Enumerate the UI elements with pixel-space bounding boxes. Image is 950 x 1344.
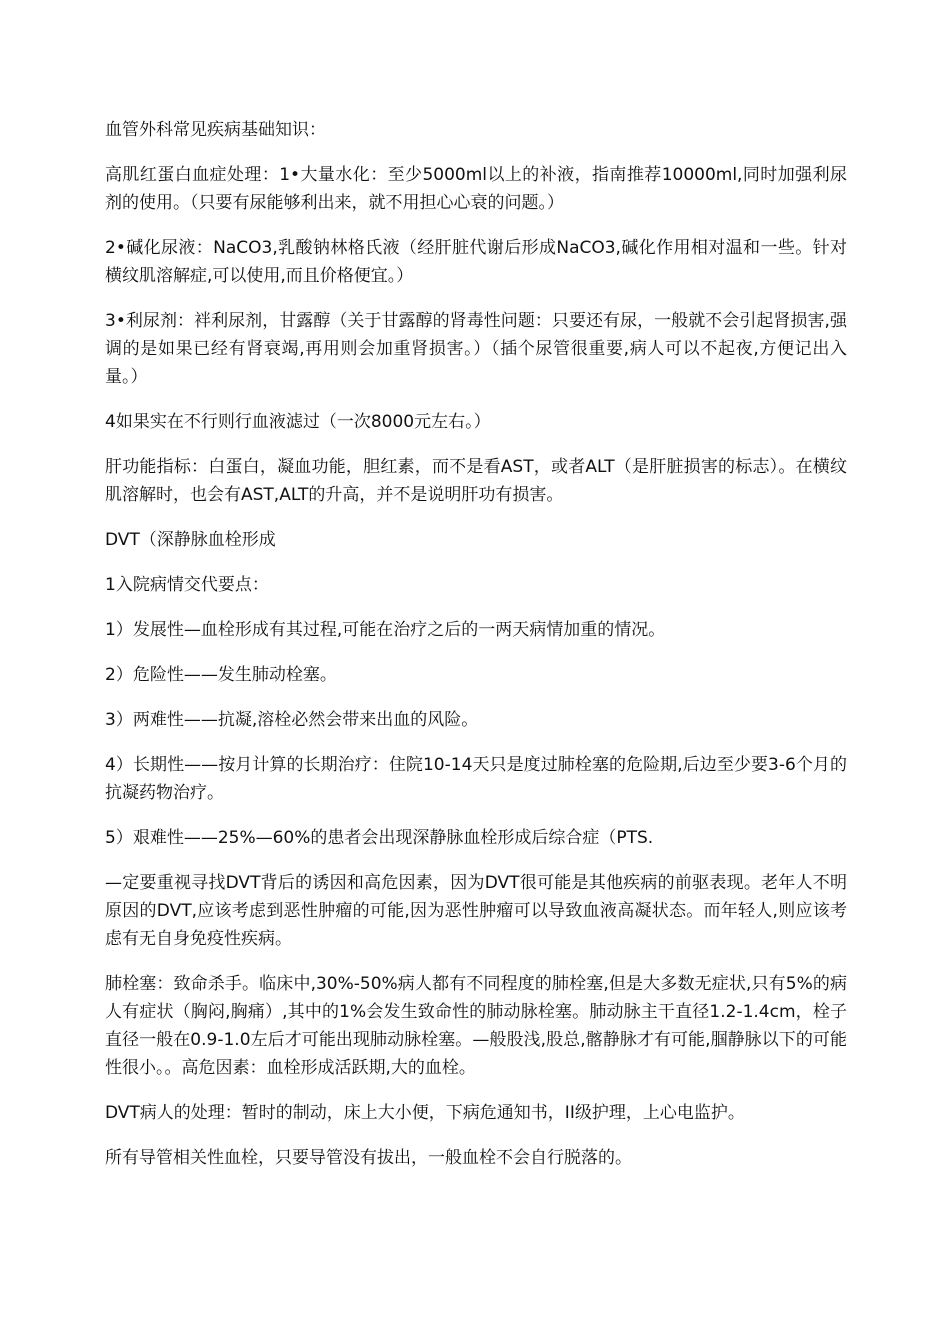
paragraph-myoglobinemia-hydration: 高肌红蛋白血症处理：1•大量水化：至少5000ml以上的补液，指南推荐10000ml,同时加强利尿剂的使用。（只要有尿能够利出来，就不用担心心衰的问题。） [105, 165, 847, 213]
paragraph-point-4: 4）长期性——按月计算的长期治疗：住院10-14天只是度过肺栓塞的危险期,后边至少要3-6个月的抗凝药物治疗。 [105, 755, 847, 803]
paragraph-hemofiltration: 4如果实在不行则行血液滤过（一次8000元左右。） [105, 412, 491, 432]
paragraph-pulmonary-embolism: 肺栓塞：致命杀手。临床中,30%-50%病人都有不同程度的肺栓塞,但是大多数无症状,只有5%的病人有症状（胸闷,胸痛）,其中的1%会发生致命性的肺动脉栓塞。肺动脉主干直径1.2-1.4cm，栓子直径一般在0.9-1.0左后才可能出现肺动脉栓塞。—般股浅,股总,髂静脉才有可能,腘静脉以下的可能性很小。。高危因素：血栓形成活跃期,大的血栓。 [105, 974, 847, 1078]
paragraph-admission-points: 1入院病情交代要点： [105, 575, 269, 595]
paragraph-point-3: 3）两难性——抗凝,溶栓必然会带来出血的风险。 [105, 710, 479, 730]
paragraph-dvt-causes: —定要重视寻找DVT背后的诱因和高危因素，因为DVT很可能是其他疾病的前驱表现。老年人不明原因的DVT,应该考虑到恶性肿瘤的可能,因为恶性肿瘤可以导致血液高凝状态。而年轻人,则应该考虑有无自身免疫性疾病。 [105, 873, 847, 949]
document-body [105, 116, 847, 1189]
paragraph-point-1: 1）发展性—血栓形成有其过程,可能在治疗之后的一两天病情加重的情况。 [105, 620, 666, 640]
paragraph-point-5: 5）艰难性——25%—60%的患者会出现深静脉血栓形成后综合症（PTS. [105, 828, 654, 848]
paragraph-title: 血管外科常见疾病基础知识： [105, 120, 326, 140]
paragraph-dvt-management: DVT病人的处理：暂时的制动，床上大小便，下病危通知书，II级护理，上心电监护。 [105, 1103, 745, 1123]
paragraph-urine-alkalinization: 2•碱化尿液：NaCO3,乳酸钠林格氏液（经肝脏代谢后形成NaCO3,碱化作用相对温和一些。针对横纹肌溶解症,可以使用,而且价格便宜。） [105, 238, 847, 286]
paragraph-point-2: 2）危险性——发生肺动栓塞。 [105, 665, 337, 685]
paragraph-dvt-heading: DVT（深静脉血栓形成 [105, 530, 276, 550]
paragraph-diuretics: 3•利尿剂：袢利尿剂，甘露醇（关于甘露醇的肾毒性问题：只要还有尿，一般就不会引起肾损害,强调的是如果已经有肾衰竭,再用则会加重肾损害。）（插个尿管很重要,病人可以不起夜,方便记出入量。） [105, 311, 847, 387]
paragraph-liver-function: 肝功能指标：白蛋白，凝血功能，胆红素，而不是看AST，或者ALT（是肝脏损害的标志）。在横纹肌溶解时，也会有AST,ALT的升高，并不是说明肝功有损害。 [105, 457, 847, 505]
paragraph-catheter-thrombus: 所有导管相关性血栓，只要导管没有拔出，一般血栓不会自行脱落的。 [105, 1148, 632, 1168]
